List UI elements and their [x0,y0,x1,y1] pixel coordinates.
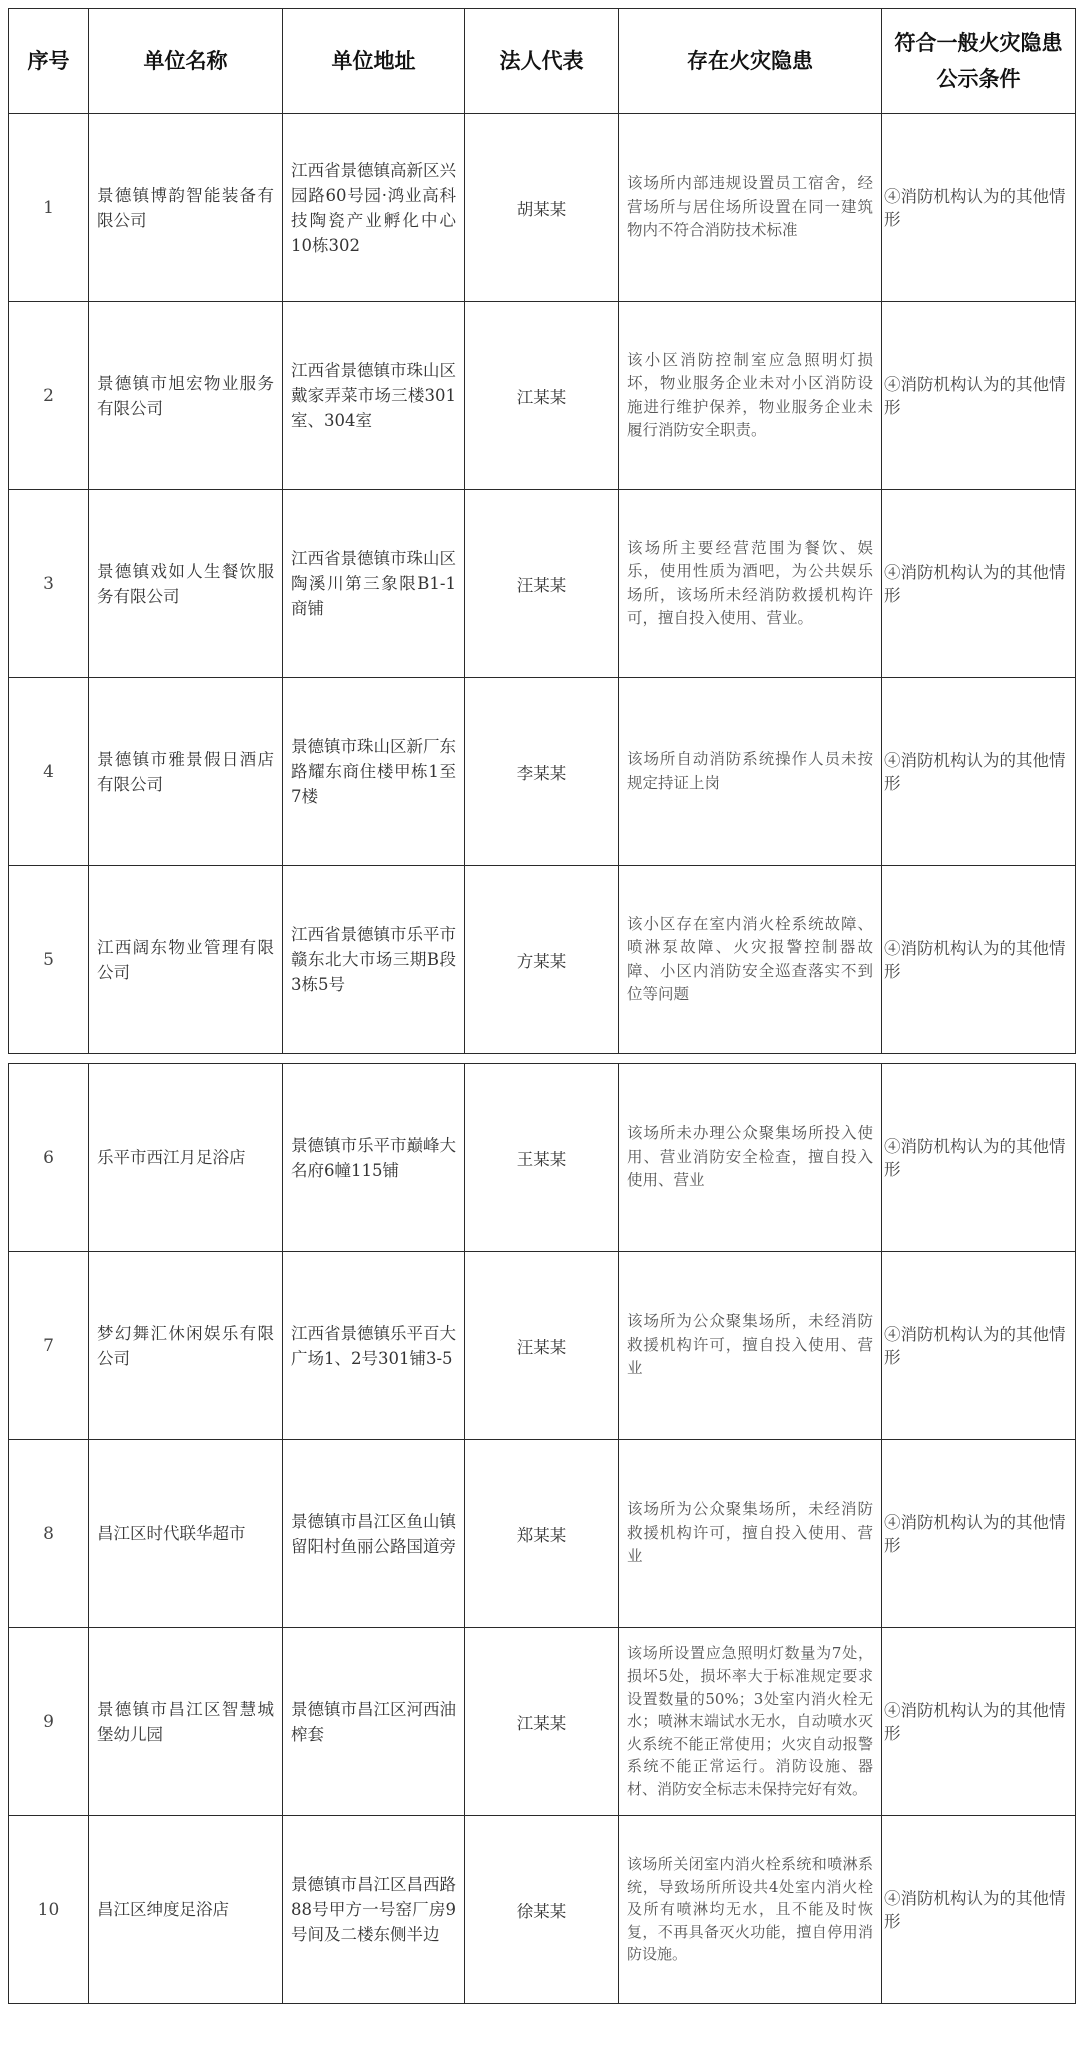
row-hazard: 该场所自动消防系统操作人员未按规定持证上岗 [619,678,882,866]
table-row [9,1628,1076,1816]
row-condition: ④消防机构认为的其他情形 [882,1440,1076,1628]
row-hazard: 该场所关闭室内消火栓系统和喷淋系统，导致场所所设共4处室内消火栓及所有喷淋均无水，且不能及时恢复，不再具备灭火功能，擅自停用消防设施。 [619,1816,882,2004]
row-seq: 1 [9,114,89,302]
row-address: 景德镇市昌江区河西油榨套 [283,1628,465,1816]
row-unit-name: 景德镇戏如人生餐饮服务有限公司 [89,490,283,678]
row-unit-name: 乐平市西江月足浴店 [89,1064,283,1252]
row-legal-rep: 方某某 [465,866,619,1054]
table-row [9,302,1076,490]
row-seq: 6 [9,1064,89,1252]
row-seq: 5 [9,866,89,1054]
row-unit-name: 景德镇市昌江区智慧城堡幼儿园 [89,1628,283,1816]
row-hazard: 该小区消防控制室应急照明灯损坏，物业服务企业未对小区消防设施进行维护保养，物业服务企业未履行消防安全职责。 [619,302,882,490]
row-hazard: 该场所设置应急照明灯数量为7处，损坏5处，损坏率大于标准规定要求设置数量的50%；3处室内消火栓无水；喷淋末端试水无水，自动喷水灭火系统不能正常使用；火灾自动报警系统不能正常运行。消防设施、器材、消防安全标志未保持完好有效。 [619,1628,882,1816]
row-seq: 9 [9,1628,89,1816]
row-seq: 3 [9,490,89,678]
row-seq: 8 [9,1440,89,1628]
row-unit-name: 昌江区绅度足浴店 [89,1816,283,2004]
hazard-table-part-2 [8,1063,1076,2004]
row-legal-rep: 汪某某 [465,490,619,678]
table-row [9,114,1076,302]
row-address: 景德镇市昌江区昌西路88号甲方一号窑厂房9号间及二楼东侧半边 [283,1816,465,2004]
row-legal-rep: 江某某 [465,1628,619,1816]
header-unit-address: 单位地址 [283,9,465,114]
row-hazard: 该场所内部违规设置员工宿舍，经营场所与居住场所设置在同一建筑物内不符合消防技术标准 [619,114,882,302]
row-condition: ④消防机构认为的其他情形 [882,678,1076,866]
row-unit-name: 昌江区时代联华超市 [89,1440,283,1628]
row-address: 江西省景德镇高新区兴园路60号园·鸿业高科技陶瓷产业孵化中心10栋302 [283,114,465,302]
row-condition: ④消防机构认为的其他情形 [882,114,1076,302]
row-address: 景德镇市昌江区鱼山镇留阳村鱼丽公路国道旁 [283,1440,465,1628]
row-unit-name: 景德镇市旭宏物业服务有限公司 [89,302,283,490]
row-hazard: 该场所未办理公众聚集场所投入使用、营业消防安全检查，擅自投入使用、营业 [619,1064,882,1252]
header-seq: 序号 [9,9,89,114]
table-row [9,1816,1076,2004]
row-address: 景德镇市珠山区新厂东路耀东商住楼甲栋1至7楼 [283,678,465,866]
row-unit-name: 梦幻舞汇休闲娱乐有限公司 [89,1252,283,1440]
header-condition [882,9,1076,114]
row-unit-name: 景德镇市雅景假日酒店有限公司 [89,678,283,866]
row-seq: 10 [9,1816,89,2004]
header-condition-line2: 公示条件 [936,67,1021,91]
header-unit-name: 单位名称 [89,9,283,114]
row-condition: ④消防机构认为的其他情形 [882,1252,1076,1440]
row-legal-rep: 王某某 [465,1064,619,1252]
row-address: 江西省景德镇市珠山区陶溪川第三象限B1-1商铺 [283,490,465,678]
row-condition: ④消防机构认为的其他情形 [882,490,1076,678]
row-legal-rep: 李某某 [465,678,619,866]
row-address: 景德镇市乐平市巅峰大名府6幢115铺 [283,1064,465,1252]
row-legal-rep: 郑某某 [465,1440,619,1628]
row-address: 江西省景德镇市珠山区戴家弄菜市场三楼301室、304室 [283,302,465,490]
table-row [9,1440,1076,1628]
row-unit-name: 江西阔东物业管理有限公司 [89,866,283,1054]
table-row [9,1064,1076,1252]
row-unit-name: 景德镇博韵智能装备有限公司 [89,114,283,302]
row-hazard: 该场所为公众聚集场所，未经消防救援机构许可，擅自投入使用、营业 [619,1440,882,1628]
row-hazard: 该小区存在室内消火栓系统故障、喷淋泵故障、火灾报警控制器故障、小区内消防安全巡查落实不到位等问题 [619,866,882,1054]
header-legal-rep: 法人代表 [465,9,619,114]
row-legal-rep: 胡某某 [465,114,619,302]
table-header-row [9,9,1076,114]
row-condition: ④消防机构认为的其他情形 [882,302,1076,490]
row-address: 江西省景德镇市乐平市赣东北大市场三期B段3栋5号 [283,866,465,1054]
row-legal-rep: 徐某某 [465,1816,619,2004]
table-row [9,490,1076,678]
row-seq: 2 [9,302,89,490]
row-seq: 4 [9,678,89,866]
table-row [9,678,1076,866]
header-condition-line1: 符合一般火灾隐患 [894,31,1063,55]
row-seq: 7 [9,1252,89,1440]
row-address: 江西省景德镇乐平百大广场1、2号301铺3-5 [283,1252,465,1440]
table-row [9,1252,1076,1440]
row-legal-rep: 江某某 [465,302,619,490]
header-hazard: 存在火灾隐患 [619,9,882,114]
table-row [9,866,1076,1054]
row-hazard: 该场所主要经营范围为餐饮、娱乐，使用性质为酒吧，为公共娱乐场所，该场所未经消防救援机构许可，擅自投入使用、营业。 [619,490,882,678]
row-hazard: 该场所为公众聚集场所，未经消防救援机构许可，擅自投入使用、营业 [619,1252,882,1440]
hazard-table-part-1 [8,8,1076,1054]
row-legal-rep: 汪某某 [465,1252,619,1440]
row-condition: ④消防机构认为的其他情形 [882,866,1076,1054]
row-condition: ④消防机构认为的其他情形 [882,1628,1076,1816]
row-condition: ④消防机构认为的其他情形 [882,1064,1076,1252]
row-condition: ④消防机构认为的其他情形 [882,1816,1076,2004]
